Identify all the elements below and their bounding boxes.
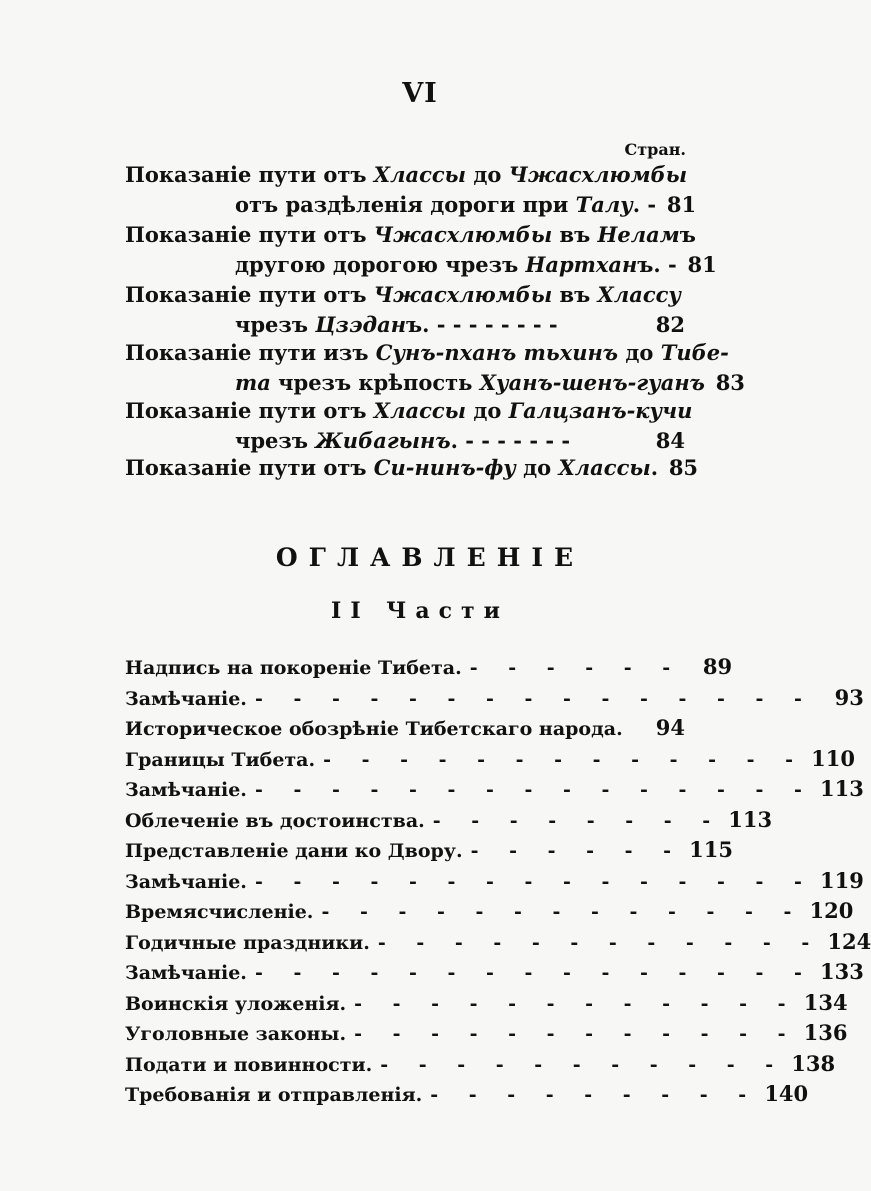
toc-entry: Облеченіе въ достоинства. - - - - - - - - 113 xyxy=(125,806,773,832)
toc-entry: Замѣчаніе. - - - - - - - - - - - - - - - 133 xyxy=(125,959,864,984)
toc-subtitle: II Части xyxy=(331,598,509,624)
route-entry: Показаніе пути отъ Чжасхлюмбы въ Хлассу чрезъ Цзэданъ. - - - - - - - - 82 xyxy=(125,280,685,340)
route-entry: Показаніе пути отъ Хлассы до Чжасхлюмбы отъ раздѣленія дороги при Талу. - 81 xyxy=(125,160,685,220)
toc-entry: Историческое обозрѣніе Тибетскаго народа. 94 xyxy=(125,715,685,740)
page-number: VI xyxy=(402,78,438,109)
page-column-header: Стран. xyxy=(624,140,686,159)
toc-entry: Времясчисленіе. - - - - - - - - - - - - - 120 xyxy=(125,898,854,923)
toc-entry: Замѣчаніе. - - - - - - - - - - - - - - - 93 xyxy=(125,684,864,710)
route-page-number: 84 xyxy=(655,428,685,453)
route-page-number: 82 xyxy=(655,312,685,337)
route-entry: Показаніе пути изъ Сунъ-пханъ тьхинъ до Тибе- та чрезъ крѣпость Хуанъ-шенъ-гуанъ 83 xyxy=(125,338,685,398)
route-entry: Показаніе пути отъ Чжасхлюмбы въ Неламъ другою дорогою чрезъ Нартханъ. - 81 xyxy=(125,220,685,280)
toc-entry: Требованія и отправленія. - - - - - - - - - 140 xyxy=(125,1081,809,1106)
toc-entry: Замѣчаніе. - - - - - - - - - - - - - - - 119 xyxy=(125,867,864,893)
route-page-number: 81 xyxy=(666,192,697,217)
toc-entry: Границы Тибета. - - - - - - - - - - - - - 110 xyxy=(125,745,856,771)
toc-entry: Годичные праздники. - - - - - - - - - - - - 124 xyxy=(125,928,871,954)
route-page-number: 85 xyxy=(668,455,699,480)
toc-entry: Воинскія уложенія. - - - - - - - - - - - - 134 xyxy=(125,989,848,1015)
toc-entry: Представленіе дани ко Двору. - - - - - - 115 xyxy=(125,837,733,862)
toc-entry: Уголовные законы. - - - - - - - - - - - - 136 xyxy=(125,1020,848,1045)
toc-entry: Подати и повинности. - - - - - - - - - - - 138 xyxy=(125,1050,836,1076)
route-page-number: 81 xyxy=(687,252,717,277)
toc-entry: Замѣчаніе. - - - - - - - - - - - - - - - 113 xyxy=(125,776,864,801)
route-entry: Показаніе пути отъ Си-нинъ-фу до Хлассы. 85 xyxy=(125,453,685,483)
toc-entry: Надпись на покореніе Тибета. - - - - - - 89 xyxy=(125,654,733,679)
route-entry: Показаніе пути отъ Хлассы до Галцзанъ-кучи чрезъ Жибагынъ. - - - - - - - 84 xyxy=(125,396,685,456)
table-of-contents xyxy=(125,652,871,1110)
route-page-number: 83 xyxy=(715,370,745,395)
toc-title: ОГЛАВЛЕНІЕ xyxy=(275,543,585,572)
